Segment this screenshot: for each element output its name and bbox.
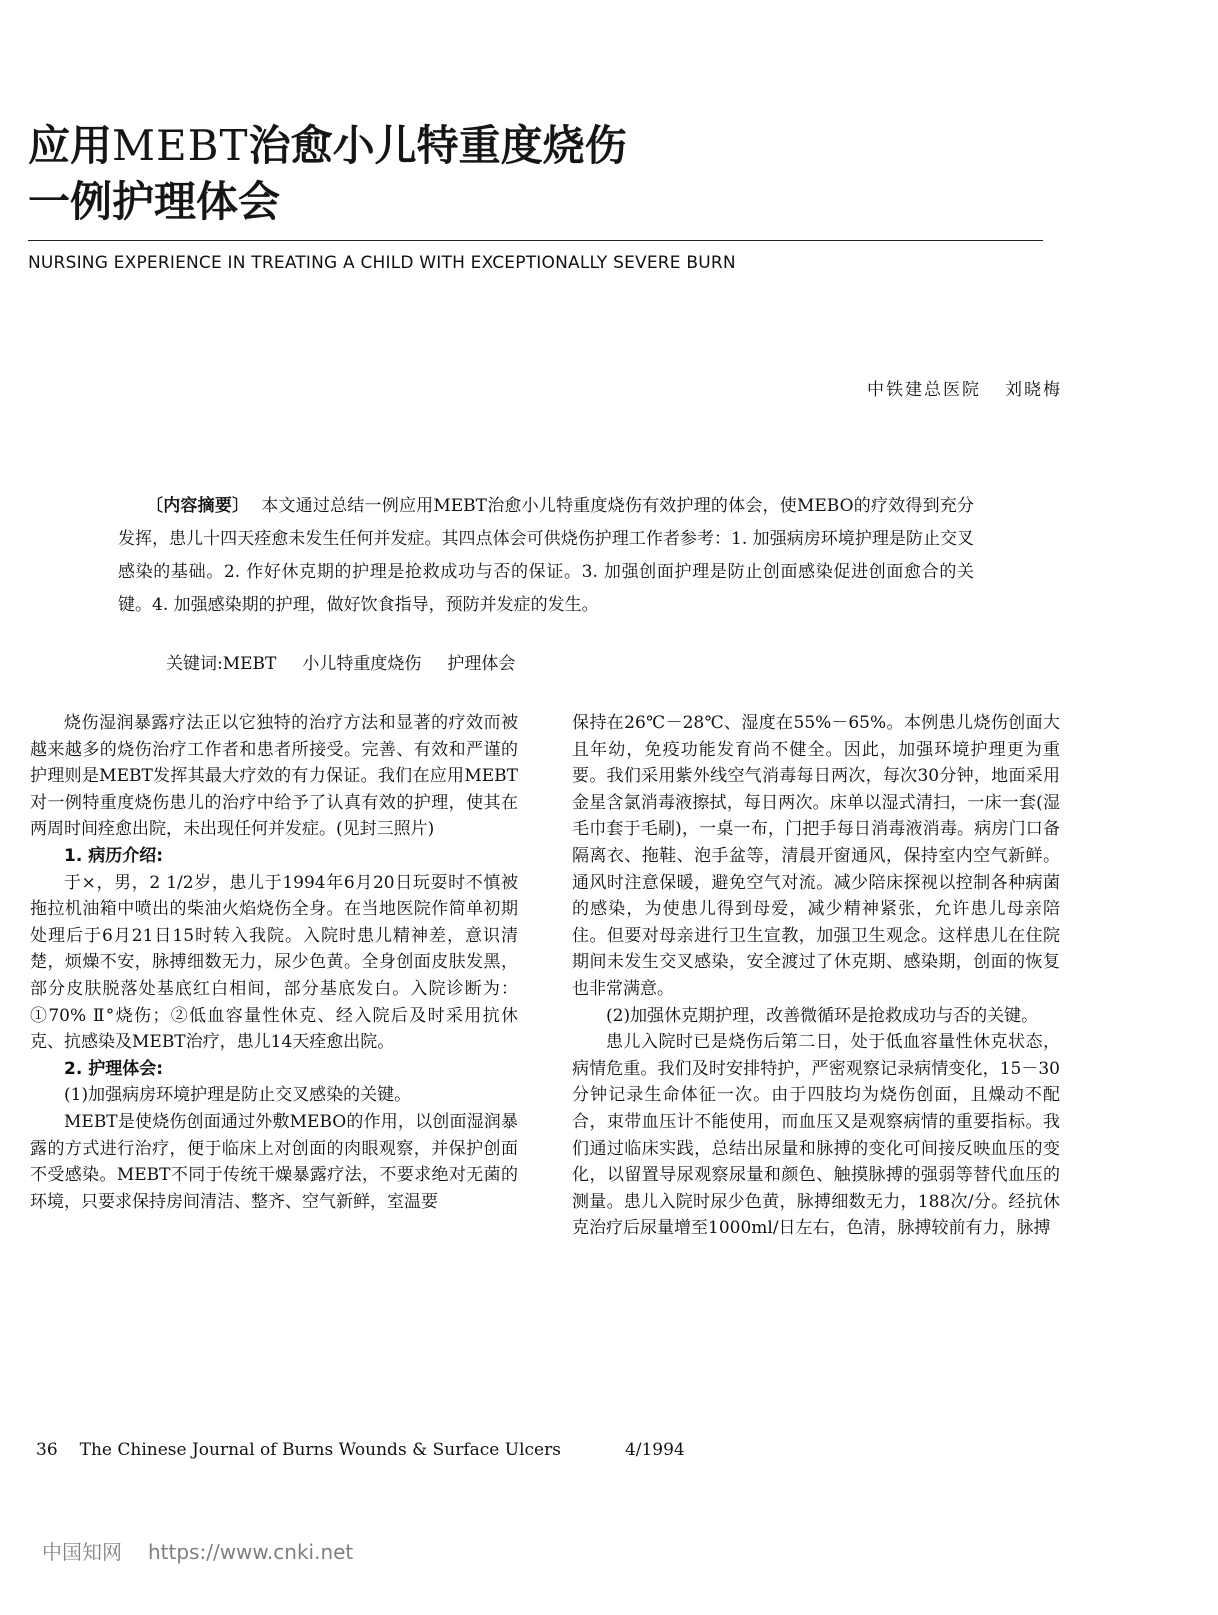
author: 刘晓梅 <box>1005 380 1062 400</box>
environment-paragraph: MEBT是使烧伤创面通过外敷MEBO的作用，以创面湿润暴露的方式进行治疗，便于临床上对创面的肉眼观察，并保护创面不受感染。MEBT不同于传统干燥暴露疗法，不要求绝对无菌的环境，只要求保持房间清洁、整齐、空气新鲜，室温要 <box>30 1111 518 1212</box>
keyword: 护理体会 <box>447 654 516 674</box>
keyword: 小儿特重度烧伤 <box>302 654 422 674</box>
case-paragraph: 于×，男，2 1/2岁，患儿于1994年6月20日玩耍时不慎被拖拉机油箱中喷出的柴油火焰烧伤全身。在当地医院作简单初期处理后于6月21日15时转入我院。入院时患儿精神差，意识清楚，烦燥不安，脉搏细数无力，尿少色黄。全身创面皮肤发黑，部分皮肤脱落处基底红白相间，部分基底发白。入院诊断为：①70% Ⅱ°烧伤；②低血容量性休克、经入院后及时采用抗休克、抗感染及MEBT治疗，患儿14天痊愈出院。 <box>30 872 518 1053</box>
issue-date: 4/1994 <box>624 1440 685 1460</box>
watermark-site: 中国知网 <box>42 1540 122 1564</box>
affiliation: 中铁建总医院 <box>867 380 981 400</box>
journal-name: The Chinese Journal of Burns Wounds & Surface Ulcers <box>79 1440 561 1460</box>
keywords-label: 关键词: <box>166 654 223 674</box>
abstract-label: 〔内容摘要〕 <box>146 496 250 516</box>
keywords <box>166 649 966 679</box>
title-rule <box>28 240 1043 241</box>
watermark-url: https://www.cnki.net <box>148 1540 354 1564</box>
abstract <box>118 490 974 622</box>
title-line-1: 应用MEBT治愈小儿特重度烧伤 <box>28 121 627 170</box>
shock-paragraph: 患儿入院时已是烧伤后第二日，处于低血容量性休克状态，病情危重。我们及时安排特护，严密观察记录病情变化，15－30分钟记录生命体征一次。由于四肢均为烧伤创面，且燥动不配合，束带血压计不能使用，而血压又是观察病情的重要指标。我们通过临床实践，总结出尿量和脉搏的变化可间接反映血压的变化，以留置导尿观察尿量和颜色、触摸脉搏的强弱等替代血压的测量。患儿入院时尿少色黄，脉搏细数无力，188次/分。经抗休克治疗后尿量增至1000ml/日左右，色清，脉搏较前有力，脉搏 <box>572 1032 1060 1239</box>
section-heading-nursing: 2. 护理体会: <box>64 1058 164 1079</box>
cnki-watermark <box>42 1536 542 1565</box>
abstract-text: 本文通过总结一例应用MEBT治愈小儿特重度烧伤有效护理的体会，使MEBO的疗效得到充分发挥，患儿十四天痊愈未发生任何并发症。其四点体会可供烧伤护理工作者参考：1. 加强病房环境护理是防止交叉感染的基础。2. 作好休克期的护理是抢救成功与否的保证。3. 加强创面护理是防止创面感染促进创面愈合的关键。4. 加强感染期的护理，做好饮食指导，预防并发症的发生。 <box>118 496 975 615</box>
intro-paragraph: 烧伤湿润暴露疗法正以它独特的治疗方法和显著的疗效而被越来越多的烧伤治疗工作者和患者所接受。完善、有效和严谨的护理则是MEBT发挥其最大疗效的有力保证。我们在应用MEBT对一例特重度烧伤患儿的治疗中给予了认真有效的护理，使其在两周时间痊愈出院，未出现任何并发症。(见封三照片) <box>30 713 518 840</box>
environment-paragraph-continued: 保持在26℃－28℃、湿度在55%－65%。本例患儿烧伤创面大且年幼，免疫功能发育尚不健全。因此，加强环境护理更为重要。我们采用紫外线空气消毒每日两次，每次30分钟，地面采用金星含氯消毒液擦拭，每日两次。床单以湿式清扫，一床一套(湿毛巾套于毛刷)，一桌一布，门把手每日消毒液消毒。病房门口备隔离衣、拖鞋、泡手盆等，清晨开窗通风，保持室内空气新鲜。通风时注意保暖，避免空气对流。减少陪床探视以控制各种病菌的感染，为使患儿得到母爱，减少精神紧张，允许患儿母亲陪住。但要对母亲进行卫生宣教，加强卫生观念。这样患儿在住院期间未发生交叉感染，安全渡过了休克期、感染期，创面的恢复也非常满意。 <box>572 713 1060 999</box>
article-title <box>28 118 1028 230</box>
page-number: 36 <box>36 1440 58 1460</box>
subheading-shock: (2)加强休克期护理，改善微循环是抢救成功与否的关键。 <box>606 1005 1039 1026</box>
english-title: NURSING EXPERIENCE IN TREATING A CHILD WITH EXCEPTIONALLY SEVERE BURN <box>28 253 736 273</box>
title-line-2: 一例护理体会 <box>28 177 281 226</box>
subheading-environment: (1)加强病房环境护理是防止交叉感染的关键。 <box>64 1085 412 1106</box>
keyword: MEBT <box>222 654 277 674</box>
body-column-right <box>572 710 1060 1242</box>
byline <box>700 375 1062 400</box>
body-column-left <box>30 710 518 1215</box>
section-heading-case: 1. 病历介绍: <box>64 845 164 866</box>
page-footer <box>36 1440 936 1460</box>
